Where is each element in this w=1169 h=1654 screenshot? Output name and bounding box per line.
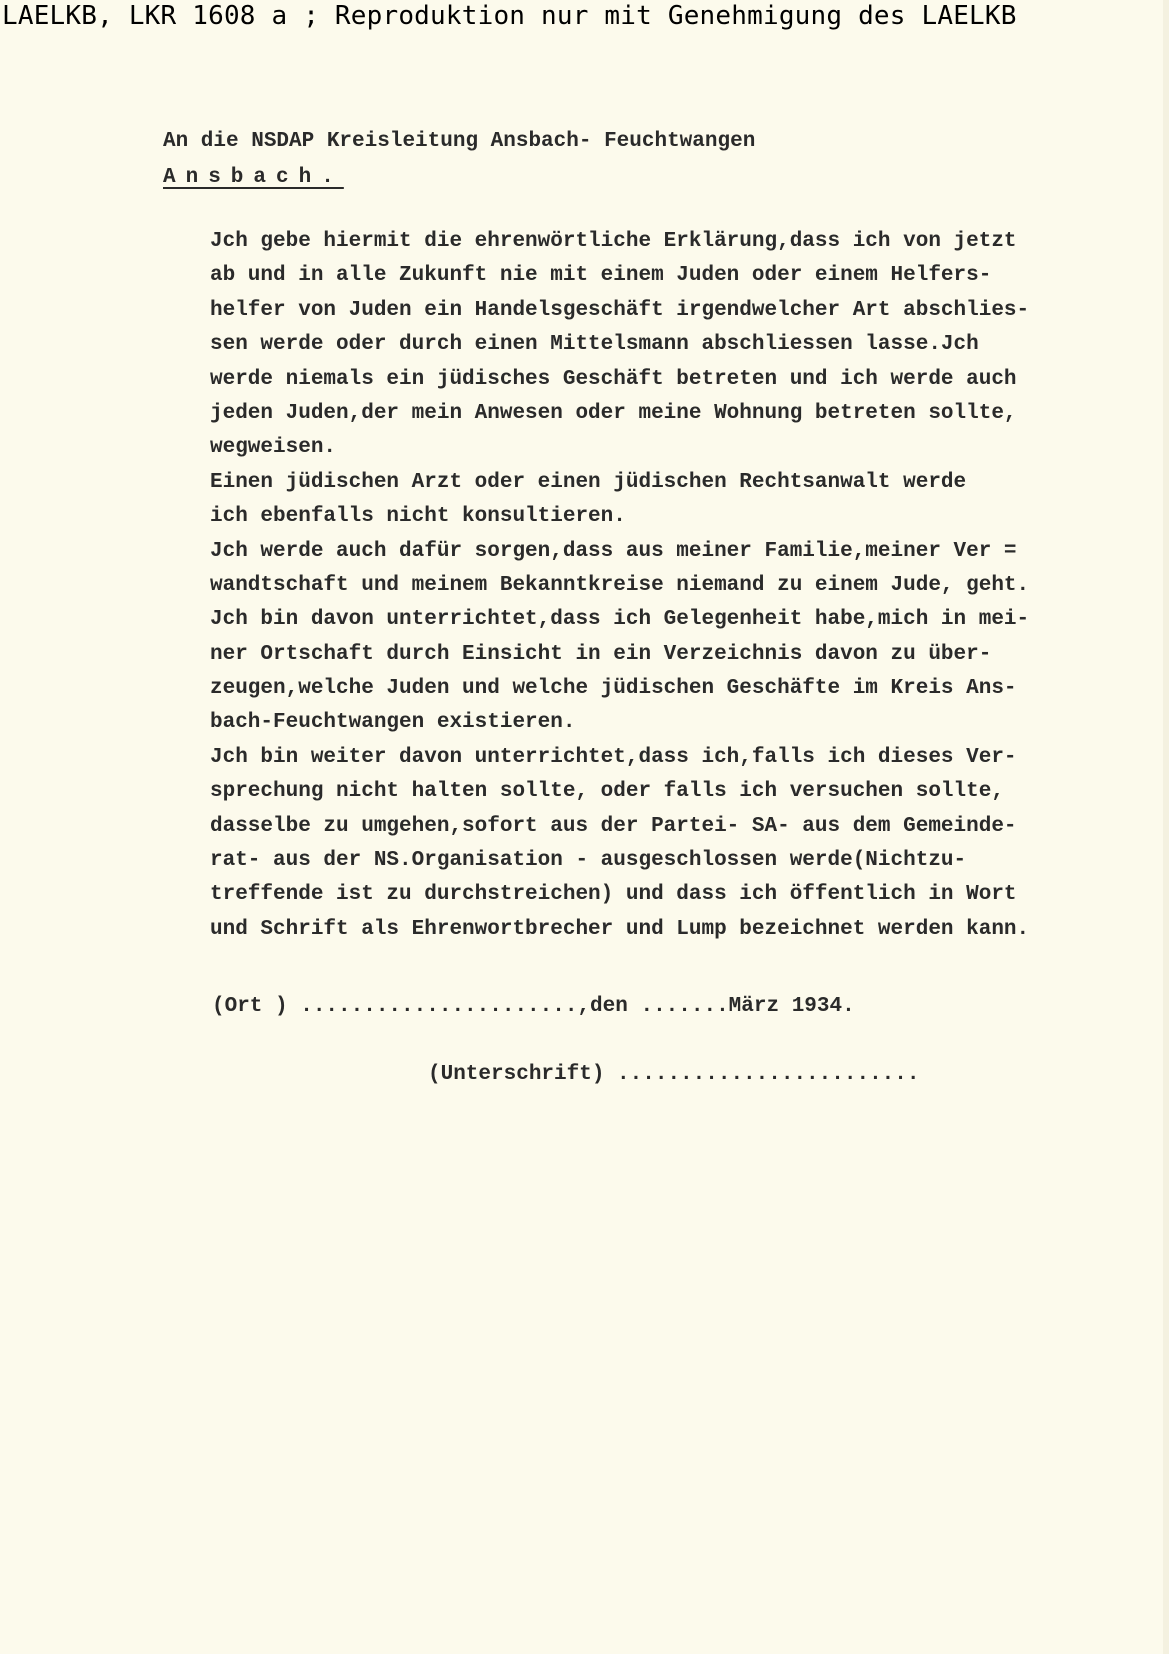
declaration-line: und Schrift als Ehrenwortbrecher und Lump bezeichnet werden kann. [210, 917, 1030, 941]
declaration-line: wandtschaft und meinem Bekanntkreise niemand zu einem Jude, geht. [210, 573, 1030, 597]
declaration-body [210, 225, 1150, 947]
scan-edge [1163, 0, 1169, 1654]
declaration-line: Einen jüdischen Arzt oder einen jüdischen Rechtsanwalt werde [210, 470, 967, 494]
declaration-line: werde niemals ein jüdisches Geschäft betreten und ich werde auch [210, 367, 1017, 391]
declaration-line: bach-Feuchtwangen existieren. [210, 711, 576, 735]
declaration-line: helfer von Juden ein Handelsgeschäft irgendwelcher Art abschlies- [210, 298, 1030, 322]
recipient-address [163, 124, 755, 196]
archive-header: LAELKB, LKR 1608 a ; Reproduktion nur mit Genehmigung des LAELKB [2, 1, 1017, 31]
declaration-line: rat- aus der NS.Organisation - ausgeschlossen werde(Nichtzu- [210, 849, 967, 873]
place-date-line: (Ort ) ......................,den .......März 1934. [212, 995, 855, 1018]
declaration-line: ab und in alle Zukunft nie mit einem Juden oder einem Helfers- [210, 264, 992, 288]
declaration-line: sen werde oder durch einen Mittelsmann abschliessen lasse.Jch [210, 333, 979, 357]
signature-line: (Unterschrift) ........................ [428, 1063, 920, 1086]
declaration-line: Jch werde auch dafür sorgen,dass aus meiner Familie,meiner Ver = [210, 539, 1017, 563]
declaration-line: Jch bin davon unterrichtet,dass ich Gelegenheit habe,mich in mei- [210, 608, 1030, 632]
declaration-line: wegweisen. [210, 436, 337, 460]
recipient-city: Ansbach. [163, 166, 344, 189]
declaration-line: sprechung nicht halten sollte, oder falls ich versuchen sollte, [210, 780, 1004, 804]
declaration-line: zeugen,welche Juden und welche jüdischen Geschäfte im Kreis Ans- [210, 677, 1017, 701]
declaration-line: Jch gebe hiermit die ehrenwörtliche Erklärung,dass ich von jetzt [210, 230, 1017, 253]
declaration-line: Jch bin weiter davon unterrichtet,dass ich,falls ich dieses Ver- [210, 745, 1017, 769]
declaration-line: jeden Juden,der mein Anwesen oder meine Wohnung betreten sollte, [210, 401, 1017, 425]
declaration-line: ich ebenfalls nicht konsultieren. [210, 505, 626, 529]
declaration-line: treffende ist zu durchstreichen) und dass ich öffentlich in Wort [210, 883, 1017, 907]
recipient-line-1: An die NSDAP Kreisleitung Ansbach- Feuchtwangen [163, 130, 756, 153]
declaration-line: ner Ortschaft durch Einsicht in ein Verzeichnis davon zu über- [210, 642, 992, 666]
declaration-line: dasselbe zu umgehen,sofort aus der Partei- SA- aus dem Gemeinde- [210, 814, 1017, 838]
